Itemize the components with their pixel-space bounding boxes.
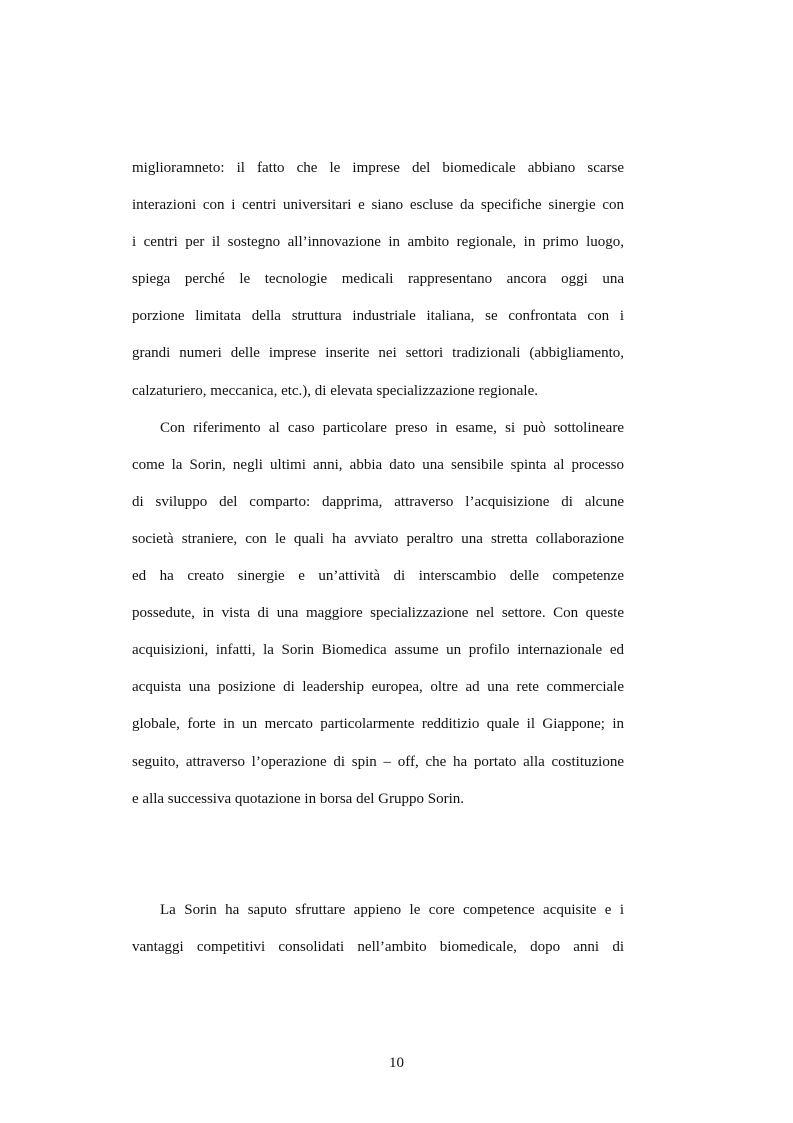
text-line: interazioni con i centri universitari e siano escluse da specifiche sinergie con [132,197,624,214]
text-line: di sviluppo del comparto: dapprima, attraverso l’acquisizione di alcune [132,493,624,510]
text-line: porzione limitata della struttura industriale italiana, se confrontata con i [132,308,624,325]
text-line: spiega perché le tecnologie medicali rappresentano ancora oggi una [132,271,624,288]
text-line: vantaggi competitivi consolidati nell’ambito biomedicale, dopo anni di [132,938,624,955]
text-line: e alla successiva quotazione in borsa del Gruppo Sorin. [132,790,464,807]
text-line: i centri per il sostegno all’innovazione in ambito regionale, in primo luogo, [132,234,624,251]
paragraph-3 [132,892,624,966]
text-line: calzaturiero, meccanica, etc.), di elevata specializzazione regionale. [132,382,538,399]
page-number: 10 [389,1055,404,1071]
text-line: miglioramneto: il fatto che le imprese del biomedicale abbiano scarse [132,160,624,176]
text-line: società straniere, con le quali ha avviato peraltro una stretta collaborazione [132,530,624,547]
paragraph-2 [132,410,624,818]
text-line: seguito, attraverso l’operazione di spin – off, che ha portato alla costituzione [132,753,624,770]
text-line: acquista una posizione di leadership europea, oltre ad una rete commerciale [132,679,624,696]
text-line: grandi numeri delle imprese inserite nei settori tradizionali (abbigliamento, [132,345,624,362]
text-line: ed ha creato sinergie e un’attività di interscambio delle competenze [132,568,624,585]
text-line: come la Sorin, negli ultimi anni, abbia dato una sensibile spinta al processo [132,456,624,473]
paragraph-gap [132,818,624,855]
text-line: globale, forte in un mercato particolarmente redditizio quale il Giappone; in [132,716,624,733]
document-body [132,150,624,966]
text-line: acquisizioni, infatti, la Sorin Biomedica assume un profilo internazionale ed [132,642,624,659]
paragraph-gap [132,855,624,892]
text-line: Con riferimento al caso particolare preso in esame, si può sottolineare [160,419,624,436]
text-line: La Sorin ha saputo sfruttare appieno le core competence acquisite e i [160,901,624,918]
text-line: possedute, in vista di una maggiore specializzazione nel settore. Con queste [132,605,624,622]
paragraph-1 [132,150,624,410]
